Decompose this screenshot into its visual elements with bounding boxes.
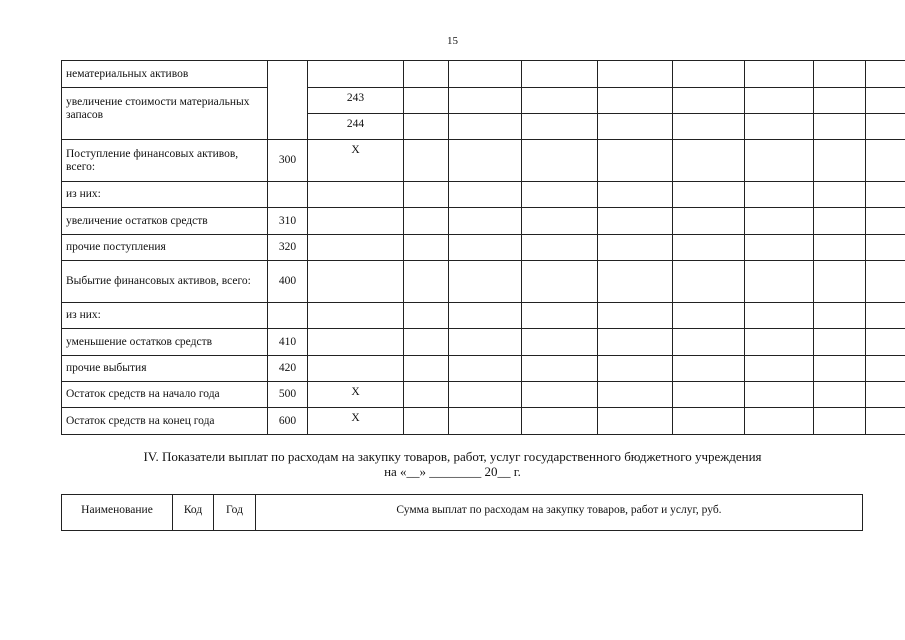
row-code: 400 (268, 261, 308, 303)
row-name: прочие поступления (62, 235, 268, 261)
table-row (62, 88, 905, 114)
header-code: Код (173, 495, 214, 531)
row-kosgu (308, 208, 404, 235)
procurement-payments-table (61, 494, 863, 531)
row-name: Выбытие финансовых активов, всего: (62, 261, 268, 303)
row-kosgu: 243 (308, 88, 404, 114)
row-name: увеличение остатков средств (62, 208, 268, 235)
row-kosgu: X (308, 140, 404, 182)
row-code: 300 (268, 140, 308, 182)
row-code (268, 303, 308, 329)
table-row (62, 182, 905, 208)
financial-assets-table (61, 60, 905, 435)
row-code: 320 (268, 235, 308, 261)
row-code: 420 (268, 356, 308, 382)
section-iv-heading-line1: IV. Показатели выплат по расходам на закупку товаров, работ, услуг государственного бюджетного учреждения (143, 449, 762, 464)
table-row (62, 61, 905, 88)
row-code (268, 182, 308, 208)
row-code: 410 (268, 329, 308, 356)
row-name: прочие выбытия (62, 356, 268, 382)
row-code (268, 61, 308, 140)
row-kosgu (308, 261, 404, 303)
row-kosgu (308, 329, 404, 356)
row-name: из них: (62, 182, 268, 208)
row-kosgu: 244 (308, 114, 404, 140)
row-name: увеличение стоимости материальных запасов (62, 88, 268, 140)
header-sum: Сумма выплат по расходам на закупку товаров, работ и услуг, руб. (256, 495, 863, 531)
row-name: уменьшение остатков средств (62, 329, 268, 356)
table-row (62, 382, 905, 408)
table-row (62, 356, 905, 382)
row-kosgu (308, 356, 404, 382)
table-row (62, 235, 905, 261)
row-code: 500 (268, 382, 308, 408)
page-number: 15 (447, 35, 458, 47)
table-row (62, 140, 905, 182)
row-name: Остаток средств на начало года (62, 382, 268, 408)
row-kosgu (308, 303, 404, 329)
table-header-row (62, 495, 863, 531)
table-row (62, 408, 905, 435)
row-code: 600 (268, 408, 308, 435)
section-iv-heading-line2: на «__» ________ 20__ г. (384, 464, 521, 479)
table-row (62, 208, 905, 235)
row-name: Остаток средств на конец года (62, 408, 268, 435)
row-name: нематериальных активов (62, 61, 268, 88)
table-row (62, 329, 905, 356)
row-kosgu: X (308, 408, 404, 435)
row-code: 310 (268, 208, 308, 235)
row-kosgu: X (308, 382, 404, 408)
header-name: Наименование (62, 495, 173, 531)
table-row (62, 303, 905, 329)
section-iv-heading (0, 449, 905, 479)
row-kosgu (308, 61, 404, 88)
row-kosgu (308, 182, 404, 208)
row-name: Поступление финансовых активов, всего: (62, 140, 268, 182)
row-kosgu (308, 235, 404, 261)
header-year: Год (214, 495, 256, 531)
row-name: из них: (62, 303, 268, 329)
table-row (62, 261, 905, 303)
